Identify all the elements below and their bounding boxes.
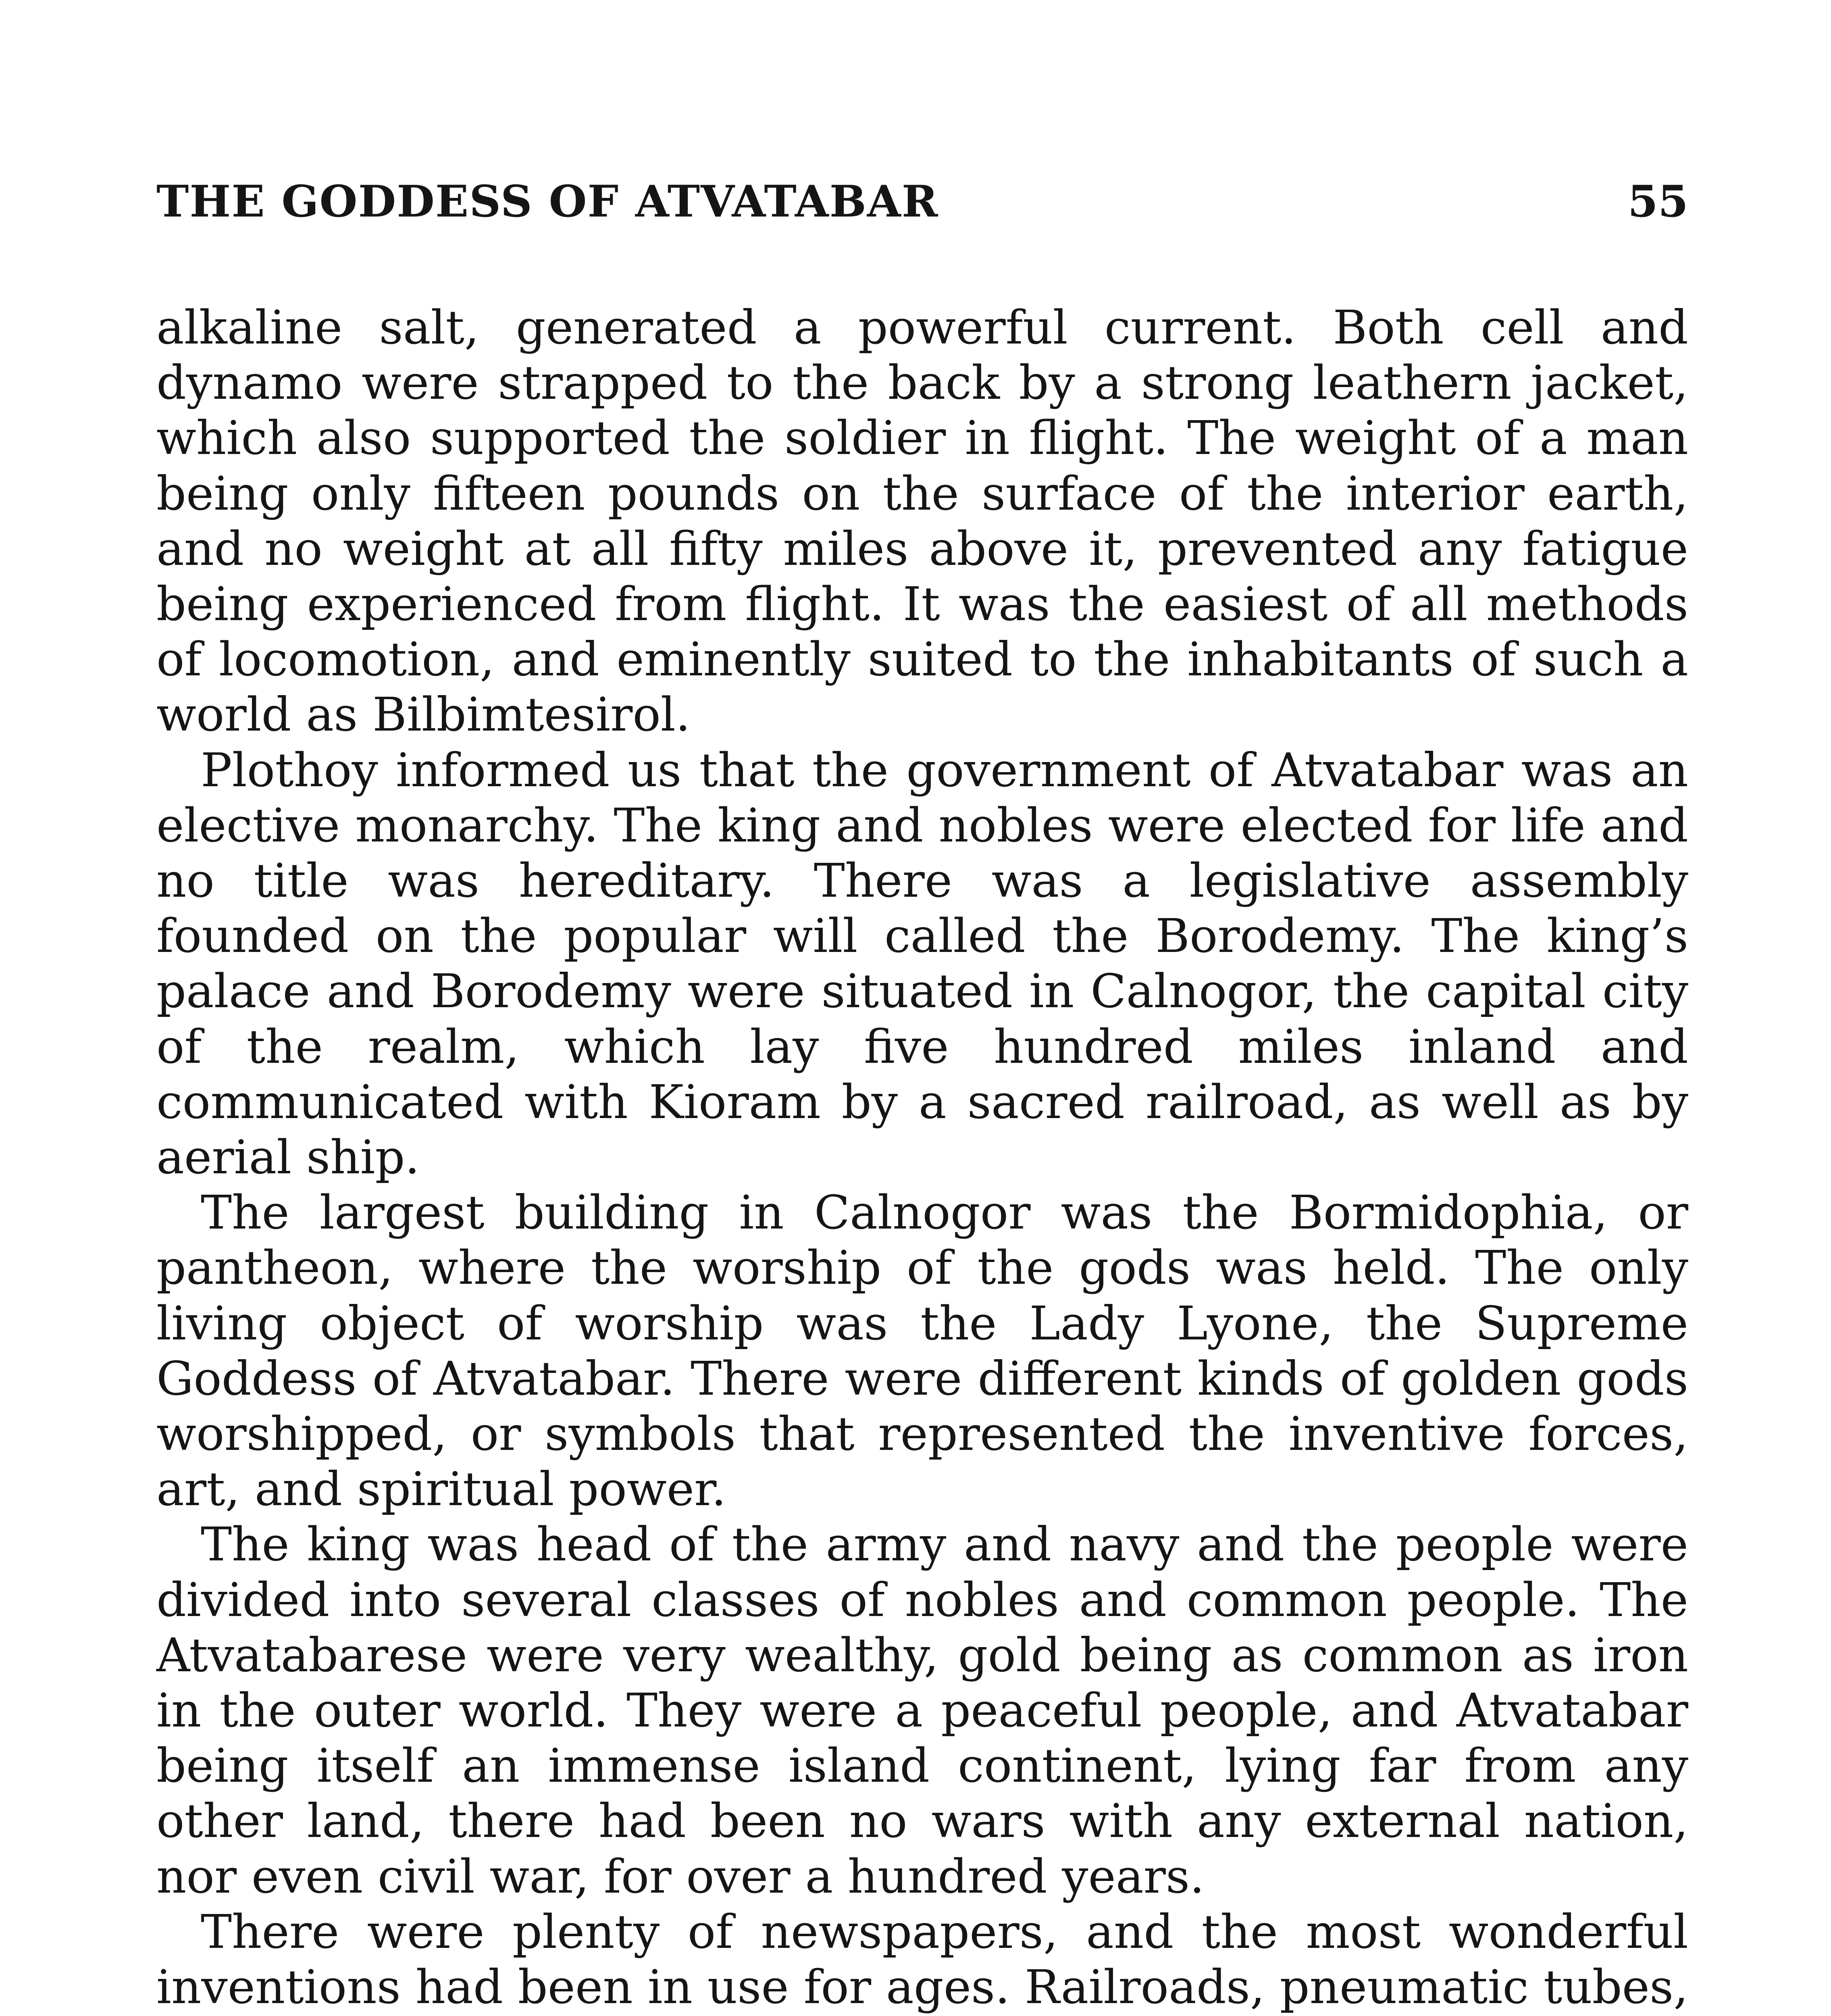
text-line: and no title was hereditary. There was a legislative assembly [156,798,1688,908]
paragraph [156,1185,1688,1517]
text-line: living object of worship was the Lady Lyone, the Supreme [156,1296,1688,1351]
running-title: THE GODDESS OF ATVATABAR [156,176,939,227]
text-line: founded on the popular will called the Borodemy. The king’s [156,909,1688,964]
text-line: The king was head of the army and navy and the people were [201,1518,1688,1572]
text-line: divided into several classes of nobles and common people. The [156,1573,1688,1627]
text-line: being itself an immense island continent, lying far from any [156,1739,1688,1793]
text-line: and no weight at all fifty miles above it, prevented any fatigue [156,522,1688,576]
running-header [156,173,1688,238]
text-line: nor even civil war, for over a hundred years. [156,1849,1205,1904]
text-line: pantheon, where the worship of the gods was held. The only [156,1241,1688,1295]
text-line: gods worshipped, or symbols that represented the inventive [156,1352,1689,1462]
text-line: alkaline salt, generated a powerful current. Both cell and [156,301,1688,355]
text-line: Goddess of Atvatabar. There were different kinds of golden [156,1352,1561,1406]
text-line: inventions had been in use for ages. Railroads, pneumatic tubes, [156,1960,1688,2015]
text-line: being only fifteen pounds on the surface of the interior earth, [156,467,1688,521]
text-line: dynamo were strapped to the back by a strong leathern jacket, [156,356,1688,410]
text-line: palace and Borodemy were situated in Calnogor, the capital city [156,964,1688,1019]
text-line: There were plenty of newspapers, and the most wonderful [201,1905,1688,1959]
paragraph [156,743,1688,1186]
text-line: being experienced from flight. It was the easiest of all methods [156,577,1688,632]
page-number: 55 [1627,176,1688,227]
text-line: Plothoy informed us that the government of Atvatabar was [201,743,1613,798]
text-line: other land, there had been no wars with any external nation, [156,1794,1688,1849]
text-line: in the outer world. They were a peaceful people, and Atvatabar [156,1684,1688,1738]
text-line: The largest building in Calnogor was the Bormidophia, or [201,1186,1688,1240]
paragraph [156,300,1688,743]
body-text [156,300,1688,2016]
paragraph [156,1905,1688,2016]
text-line: an elective monarchy. The king and nobles were elected for life [156,743,1688,853]
paragraph [156,1517,1688,1904]
text-line: of the realm, which lay five hundred miles inland and [156,1020,1688,1074]
text-line: forces, art, and spiritual power. [156,1407,1689,1517]
text-line: communicated with Kioram by a sacred railroad, as well as by [156,1075,1688,1129]
text-line: Atvatabarese were very wealthy, gold being as common as iron [156,1628,1688,1683]
text-line: of locomotion, and eminently suited to the inhabitants of such [156,633,1644,687]
text-line: which also supported the soldier in flight. The weight of a man [156,411,1688,466]
text-line: aerial ship. [156,1131,420,1185]
text-line: a world as Bilbimtesirol. [156,633,1688,742]
